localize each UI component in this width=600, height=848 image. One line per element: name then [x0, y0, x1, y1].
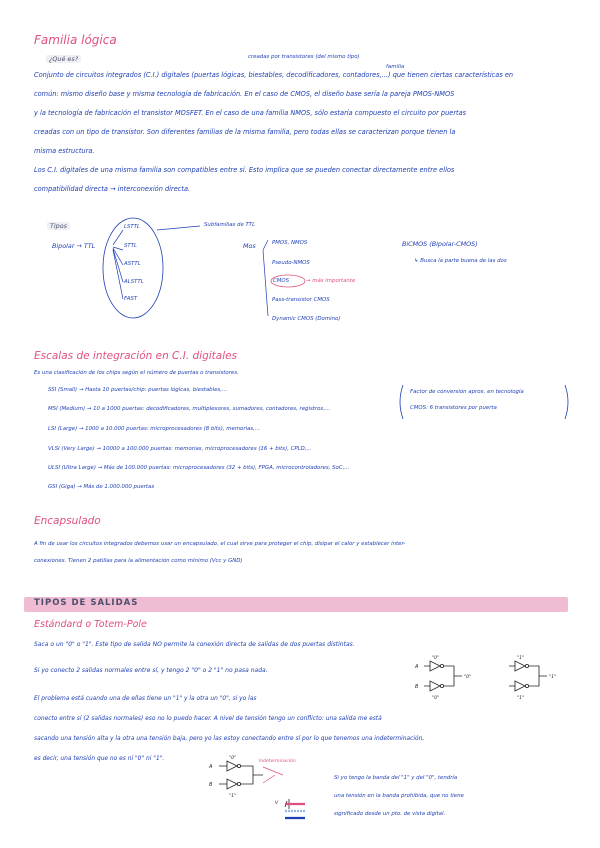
encapsulado-line: A fin de usar los circuitos integrados debemos usar un encapsulado, el cual sirve para proteger el chip, disipar el calor y establecer inter-	[34, 541, 406, 547]
gate-input-label: A	[209, 764, 213, 770]
text-line: conecto entre sí (2 salidas normales) eso no lo puedo hacer. A nivel de tensión tengo un conflicto: una salida me está	[34, 716, 382, 722]
ttl-item: STTL	[124, 243, 138, 249]
subtitle-totem-pole: Estándard o Totem-Pole	[34, 619, 147, 630]
buffer-gate-icon	[430, 681, 440, 691]
text-line: El problema está cuando una de ellas tiene un "1" y la otra un "0", si yo las	[34, 696, 257, 702]
gate-diagram-conflict	[205, 755, 325, 830]
gate-input-label: B	[415, 684, 419, 690]
escala-row: GSI (Giga) → Más de 1.000.000 puertas	[48, 484, 155, 490]
tipos-label: Tipos	[47, 222, 70, 230]
band-note: una tensión en la banda prohibida, que no tiene	[334, 793, 464, 799]
band-note: Si yo tengo la banda del "1" y del "0", tendría	[334, 775, 458, 781]
question-label: ¿Qué es?	[46, 55, 81, 63]
escala-row: ULSI (Ultra Large) → Más de 100.000 puertas: microprocesadores (32 + bits), FPGA, microcontroladores, SoC,...	[48, 465, 350, 471]
ttl-bracket	[103, 218, 163, 318]
gate-value-label: "0"	[432, 656, 440, 661]
mos-bracket	[263, 250, 268, 316]
arrow-line	[157, 226, 200, 230]
mos-item: CMOS	[273, 278, 290, 284]
text-line: común: mismo diseño base y misma tecnología de fabricación. En el caso de CMOS, el diseño base sería la pareja PMOS-NMOS	[34, 90, 455, 98]
ttl-item: LSTTL	[124, 224, 141, 230]
text-line: y la tecnología de fabricación el transistor MOSFET. En el caso de una familia NMOS, sólo estaría compuesto el circuito por puertas	[34, 109, 467, 117]
annotation-familia: familia	[386, 64, 405, 70]
bicmos-note: ↳ Busca la parte buena de las dos	[414, 258, 507, 264]
gate-value-label: "0"	[229, 756, 237, 761]
text-line: Los C.I. digitales de una misma familia son compatibles entre sí. Esto implica que se pueden conectar directamente entre ellos	[34, 166, 455, 174]
buffer-gate-icon	[430, 661, 440, 671]
banner-title: TIPOS DE SALIDAS	[34, 598, 139, 608]
paragraph-compatibilidad	[34, 161, 574, 199]
text-line: compatibilidad directa → interconexión directa.	[34, 185, 191, 193]
buffer-gate-icon	[515, 681, 525, 691]
escalas-intro: Es una clasificación de los chips según el número de puertas o transistores.	[34, 370, 239, 376]
text-line: es decir, una tensión que no es ni "0" ni "1".	[34, 756, 165, 762]
mos-item: Pass-transistor CMOS	[272, 297, 330, 303]
mos-item: PMOS, NMOS	[272, 240, 308, 246]
gate-diagrams-normal	[410, 655, 580, 700]
encapsulado-line: conexiones. Tienen 2 patillas para la alimentación como mínimo (Vcc y GND)	[34, 558, 243, 564]
gate-input-label: A	[415, 664, 419, 670]
factor-note: CMOS: 6 transistores por puerta	[410, 405, 497, 411]
indet-label: Indeterminación	[259, 759, 296, 764]
factor-note: Factor de conversión aprox. en tecnología	[410, 389, 524, 395]
salidas-line: Saca o un "0" o "1". Este tipo de salida NO permite la conexión directa de salidas de dos puertas distintas.	[34, 641, 355, 648]
voltage-label: V	[275, 801, 279, 806]
cmos-note-text: más importante	[312, 278, 356, 284]
ttl-item: ASTTL	[124, 261, 141, 267]
text-line: creadas con un tipo de transistor. Son diferentes familias de la misma familia, pero todas ellas se caracterizan porque tienen la	[34, 128, 456, 136]
text-line: sacando una tensión alta y la otra una tensión baja, pero yo las estoy conectando entre sí por lo que tenemos una indeterminación,	[34, 736, 425, 742]
section-title-encapsulado: Encapsulado	[34, 515, 101, 527]
bicmos-label: BiCMOS (Bipolar-CMOS)	[402, 240, 478, 248]
ttl-item: ALSTTL	[124, 279, 144, 285]
gate-value-label: "1"	[549, 675, 557, 680]
connector-line	[113, 250, 123, 299]
ttl-item: FAST	[124, 296, 138, 302]
annotation-creadas: creadas por transistores (del mismo tipo)	[248, 54, 360, 60]
paragraph-definicion	[34, 66, 574, 161]
gate-value-label: "0"	[432, 696, 440, 700]
buffer-gate-icon	[227, 779, 237, 789]
text-line: Conjunto de circuitos integrados (C.I.) digitales (puertas lógicas, biestables, decodificadores, contadores,...) que tienen ciertas características en	[34, 71, 514, 79]
gate-value-label: "0"	[464, 675, 472, 680]
band-note: significado desde un pto. de vista digital.	[334, 811, 446, 817]
connector-line	[263, 240, 268, 250]
section-title-escalas: Escalas de integración en C.I. digitales	[34, 350, 238, 362]
buffer-gate-icon	[515, 661, 525, 671]
salidas-line: Si yo conecto 2 salidas normales entre sí, y tengo 2 "0" o 2 "1" no pasa nada.	[34, 667, 268, 674]
buffer-gate-icon	[227, 761, 237, 771]
text-line: misma estructura.	[34, 147, 95, 155]
subfamilias-note: Subfamilias de TTL	[204, 222, 256, 228]
mos-item: Pseudo-NMOS	[272, 260, 310, 266]
bipolar-label: Bipolar → TTL	[52, 242, 96, 250]
gate-input-label: B	[209, 782, 213, 788]
escala-row: MSI (Medium) → 10 a 1000 puertas: decodificadores, multiplexores, sumadores, contadores, registros,...	[48, 406, 331, 412]
gate-value-label: "1"	[229, 794, 237, 799]
connector-line	[113, 247, 123, 250]
bicmos-note-text: Busca la parte buena de las dos	[420, 258, 507, 264]
gate-value-label: "1"	[517, 696, 525, 700]
escala-row: VLSI (Very Large) → 10000 a 100.000 puertas: memorias, microprocesadores (16 + bits), CPLD,...	[48, 446, 312, 452]
escala-row: LSI (Large) → 1000 a 10.000 puertas: microprocesadores (8 bits), memorias,...	[48, 426, 261, 432]
mos-label: Mos	[243, 242, 256, 250]
escala-row: SSI (Small) → Hasta 10 puertas/chip: puertas lógicas, biestables,...	[48, 387, 228, 393]
cmos-note: → más importante	[306, 278, 356, 284]
factor-bracket	[395, 382, 575, 422]
connector-line	[113, 249, 123, 282]
mos-item: Dynamic CMOS (Domino)	[272, 316, 341, 322]
indet-arrow	[263, 767, 283, 783]
section-title-familia: Familia lógica	[34, 33, 117, 47]
connector-line	[113, 230, 123, 245]
gate-value-label: "1"	[517, 656, 525, 661]
